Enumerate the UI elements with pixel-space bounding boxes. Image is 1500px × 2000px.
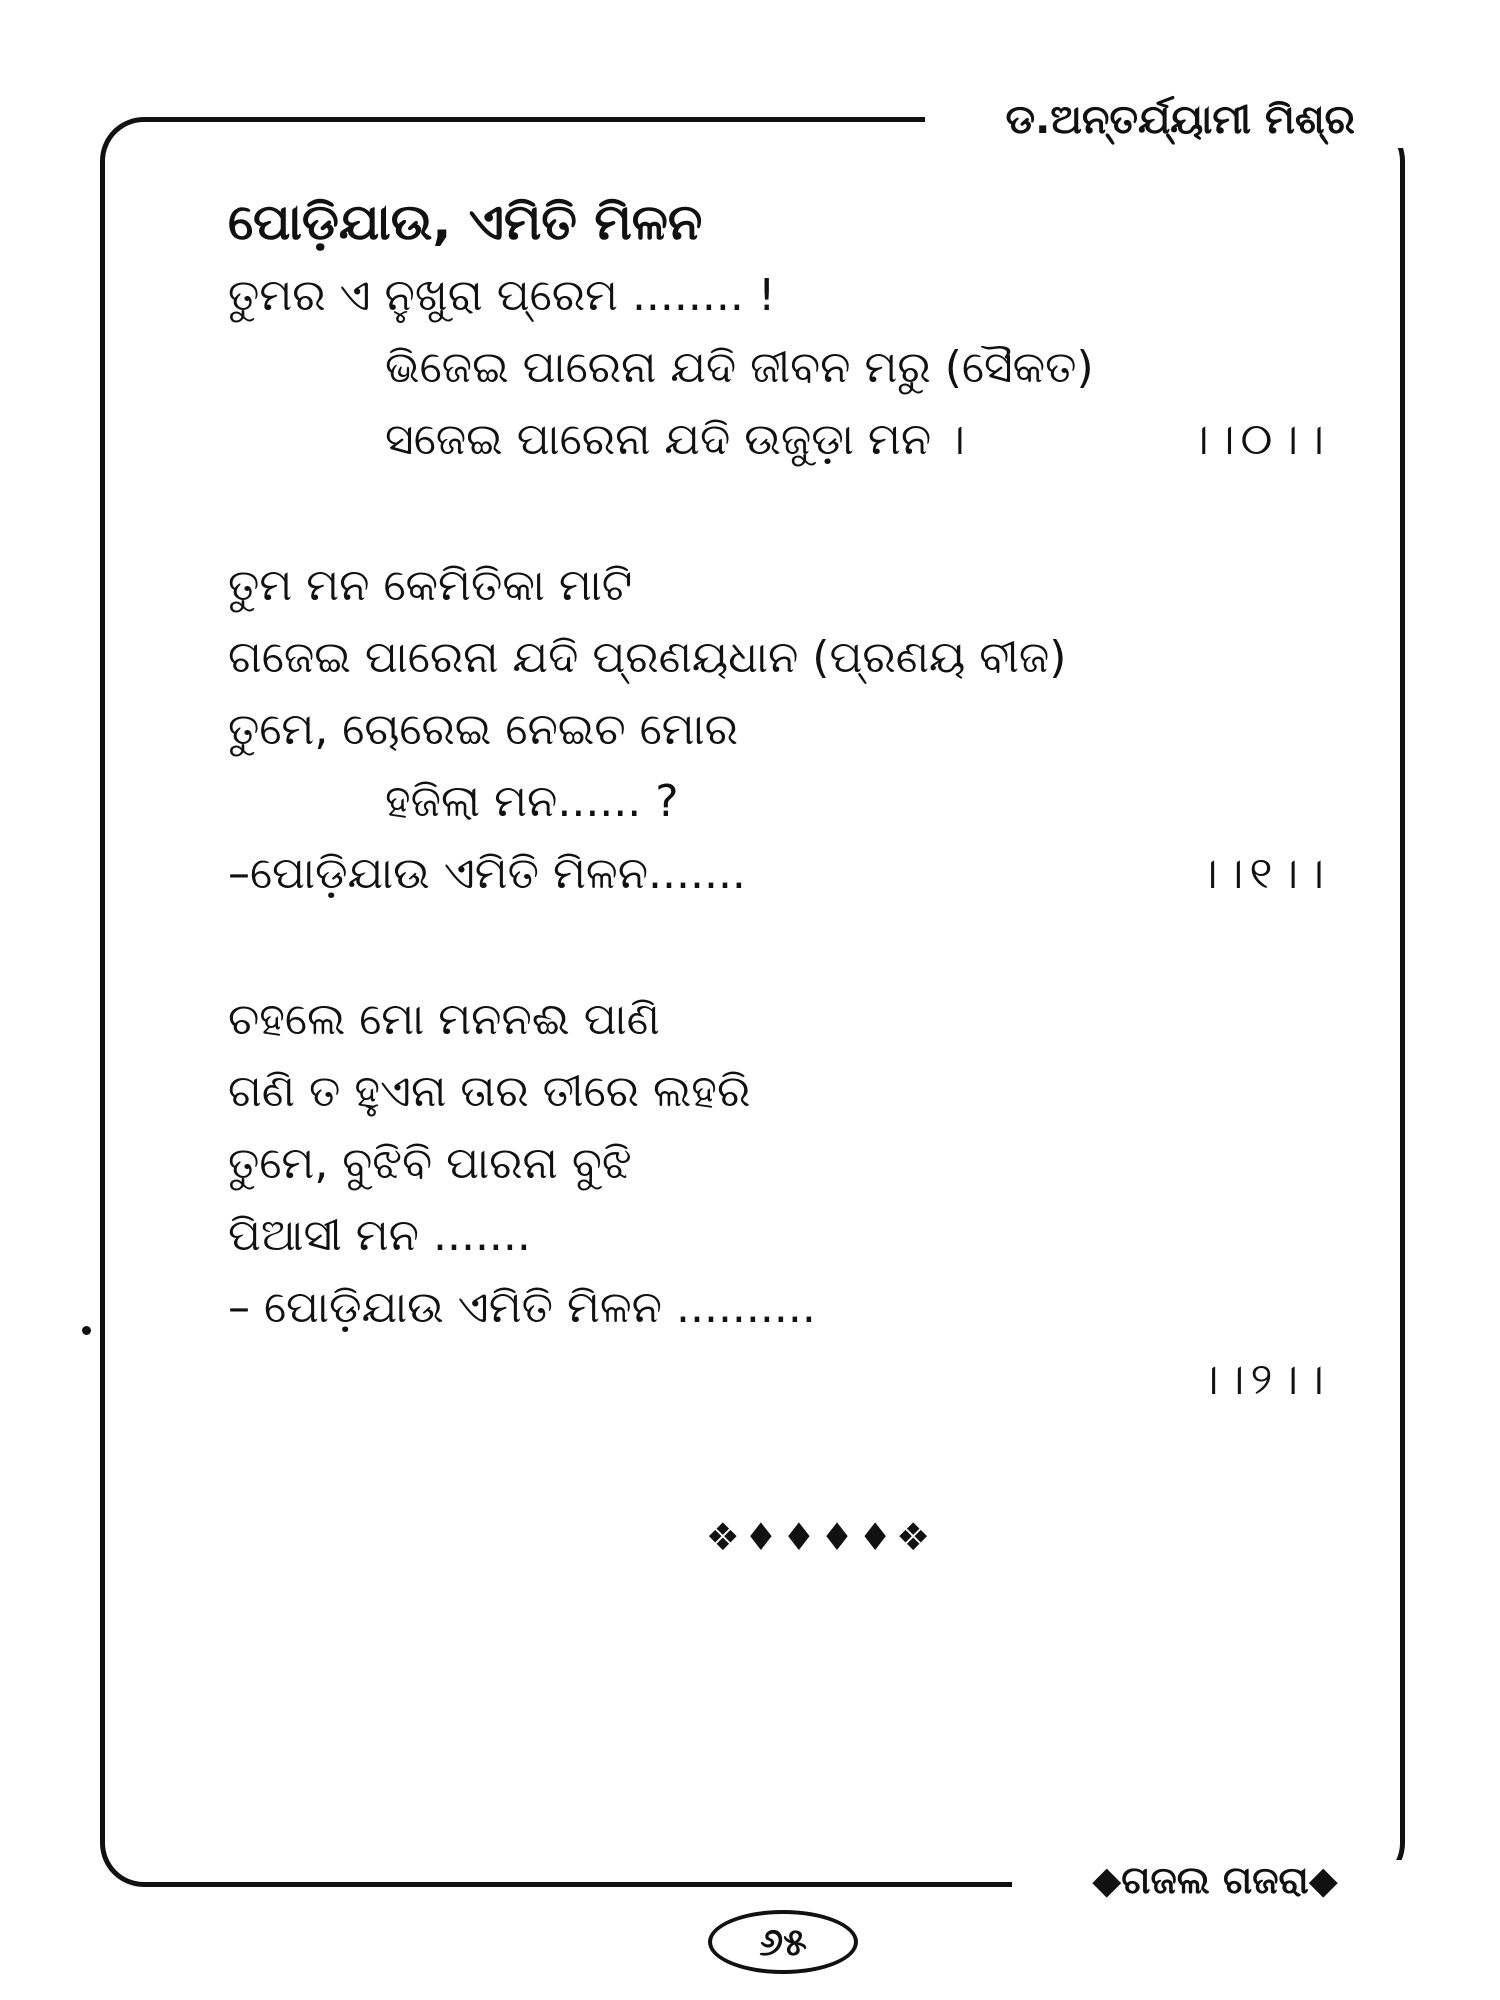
stanza1-line3: ସଜେଇ ପାରେନା ଯଦି ଉଜୁଡ଼ା ମନ । (385, 414, 965, 465)
stanza2-marker: ।।୧।। (1197, 848, 1330, 899)
stanza2-line1: ତୁମ ମନ କେମିତିକା ମାଟି (228, 560, 633, 611)
stanza1-line1: ତୁମର ଏ ନୁଖୁରା ପ୍ରେମ ........ ! (228, 270, 776, 321)
stanza2-line5: –ପୋଡ଼ିଯାଉ ଏମିତି ମିଳନ....... (228, 848, 746, 899)
stanza2-line2: ଗଜେଇ ପାରେନା ଯଦି ପ୍ରଣୟଧାନ (ପ୍ରଣୟ ବୀଜ) (228, 632, 1067, 683)
stanza1-line2: ଭିଜେଇ ପାରେନା ଯଦି ଜୀବନ ମରୁ (ସୈକତ) (385, 342, 1094, 393)
margin-dot (82, 1326, 91, 1335)
book-title: ◆ଗଜଲ ଗଜରା◆ (1092, 1858, 1338, 1902)
stanza3-line1: ଚହଲେ ମୋ ମନନଈ ପାଣି (228, 994, 660, 1045)
stanza3-marker: ।।୨।। (1198, 1354, 1330, 1405)
stanza2-line4: ହଜିଲା ମନ...... ? (385, 776, 679, 827)
page-number: ୬୫ (708, 1910, 858, 1974)
stanza1-marker: ।।୦।। (1188, 414, 1330, 465)
stanza3-line4: ପିଆସୀ ମନ ....... (228, 1210, 531, 1261)
stanza3-line5: – ପୋଡ଼ିଯାଉ ଏମିତି ମିଳନ .......... (228, 1282, 816, 1333)
poem-title: ପୋଡ଼ିଯାଉ, ଏମିତି ମିଳନ (228, 193, 703, 251)
stanza2-line3: ତୁମେ, ଚୋରେଇ ନେଇଚ ମୋର (228, 704, 738, 755)
stanza3-line2: ଗଣି ତ ହୁଏନା ତାର ତୀରେ ଲହରି (228, 1066, 751, 1117)
stanza3-line3: ତୁମେ, ବୁଝିବି ପାରନା ବୁଝି (228, 1138, 632, 1189)
author-name: ଡ.ଅନ୍ତର୍ଯ୍ୟାମୀ ମିଶ୍ର (1005, 97, 1355, 143)
ornament-divider: ❖♦♦♦♦❖ (705, 1515, 935, 1559)
